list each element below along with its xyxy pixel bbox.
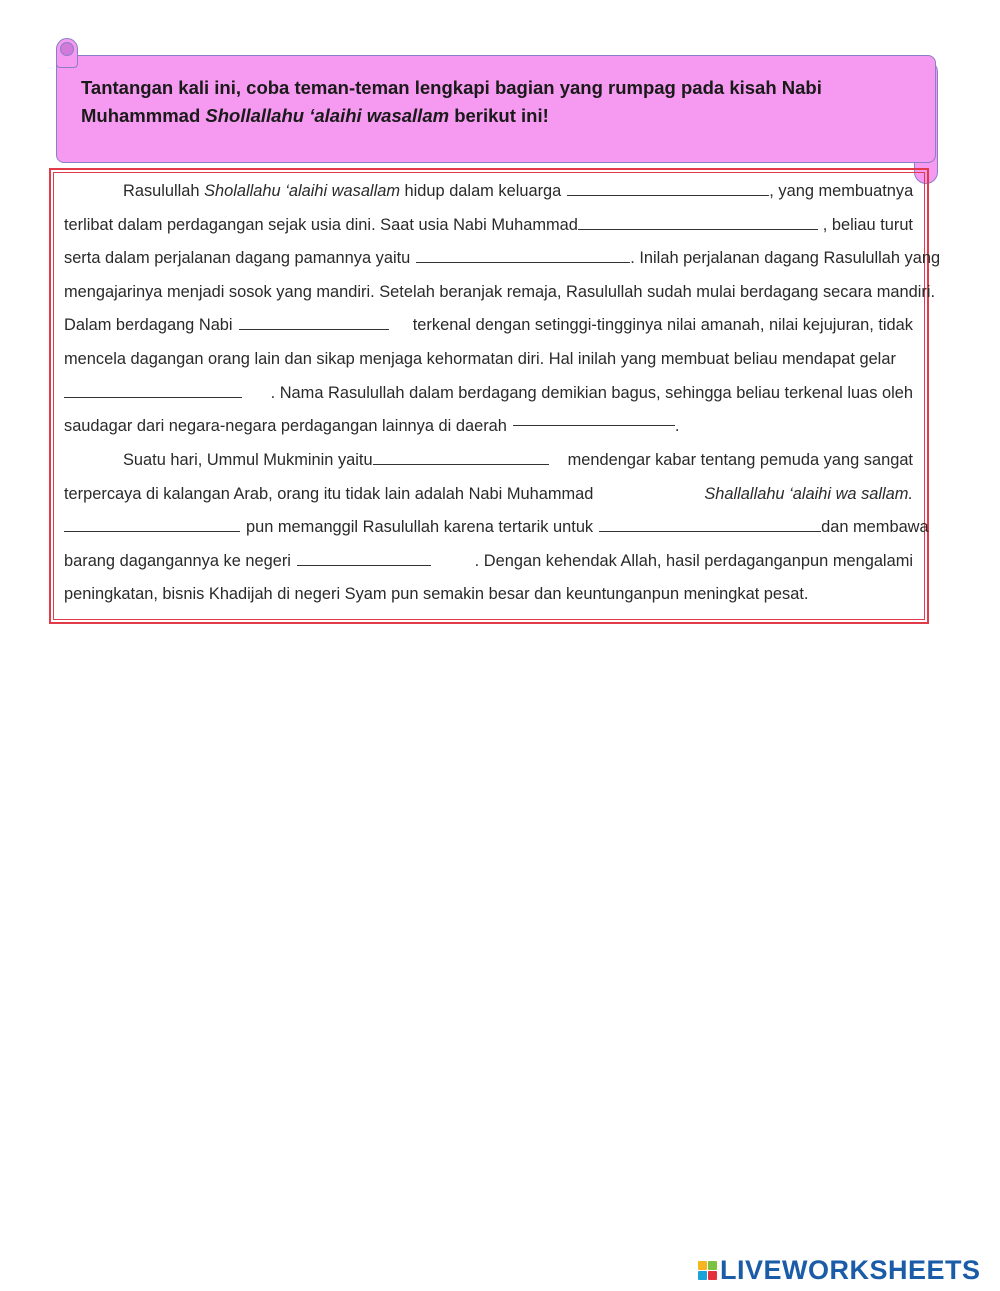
paragraph-1 <box>64 175 941 444</box>
p2-line-4: barang dagangannya ke negeri . Dengan kehendak Allah, hasil perdaganganpun mengalami <box>64 551 913 570</box>
paragraph-2 <box>64 444 929 612</box>
p1-line-1: Rasulullah Sholallahu ‘alaihi wasallam hidup dalam keluarga , yang membuatnya <box>123 182 914 200</box>
logo-tile-e <box>708 1271 717 1280</box>
logo-text: LIVEWORKSHEETS <box>720 1254 981 1285</box>
blank-8[interactable] <box>64 516 240 532</box>
p1-line-2: terlibat dalam perdagangan sejak usia dini. Saat usia Nabi Muhammad , beliau turut <box>64 215 913 234</box>
logo-tile-i <box>708 1261 717 1270</box>
p2-line-1: Suatu hari, Ummul Mukminin yaitu mendengar kabar tentang pemuda yang sangat <box>123 451 913 469</box>
instruction-line-1: Tantangan kali ini, coba teman-teman lengkapi bagian yang rumpag pada kisah Nabi <box>81 77 822 98</box>
blank-3[interactable] <box>416 247 630 263</box>
blank-4[interactable] <box>239 314 389 330</box>
p1-line-8: saudagar dari negara-negara perdagangan lainnya di daerah . <box>64 410 913 444</box>
liveworksheets-logo[interactable] <box>698 1254 981 1285</box>
logo-tile-v <box>698 1271 707 1280</box>
p1-line-6: mencela dagangan orang lain dan sikap menjaga kehormatan diri. Hal inilah yang membuat beliau mendapat gelar <box>64 349 896 368</box>
blank-1[interactable] <box>567 180 769 196</box>
blank-5[interactable] <box>64 382 242 398</box>
p1-line-3: serta dalam perjalanan dagang pamannya yaitu . Inilah perjalanan dagang Rasulullah yang <box>64 249 941 268</box>
logo-tile-l <box>698 1261 707 1270</box>
instruction-line-2: Muhammmad Shollallahu ‘alaihi wasallam berikut ini! <box>81 105 549 126</box>
blank-2[interactable] <box>578 214 818 230</box>
p2-line-2: terpercaya di kalangan Arab, orang itu tidak lain adalah Nabi Muhammad Shallallahu ‘alaihi wa sallam. <box>64 484 913 503</box>
p1-line-5: Dalam berdagang Nabi terkenal dengan setinggi-tingginya nilai amanah, nilai kejujuran, tidak <box>64 316 913 335</box>
p1-line-4: mengajarinya menjadi sosok yang mandiri. Setelah beranjak remaja, Rasulullah sudah mulai berdagang secara mandiri. <box>64 282 936 301</box>
instruction-text <box>81 74 901 130</box>
p2-line-5: peningkatan, bisnis Khadijah di negeri Syam pun semakin besar dan keuntunganpun meningkat pesat. <box>64 585 809 604</box>
logo-tiles <box>698 1261 717 1280</box>
blank-6[interactable] <box>513 410 675 426</box>
p2-line-3: pun memanggil Rasulullah karena tertarik untuk dan membawa <box>64 511 913 545</box>
blank-10[interactable] <box>297 550 431 566</box>
blank-9[interactable] <box>599 516 821 532</box>
banner-scroll-left <box>56 38 78 68</box>
blank-7[interactable] <box>373 449 549 465</box>
p1-line-7: . Nama Rasulullah dalam berdagang demikian bagus, sehingga beliau terkenal luas oleh <box>64 377 913 411</box>
